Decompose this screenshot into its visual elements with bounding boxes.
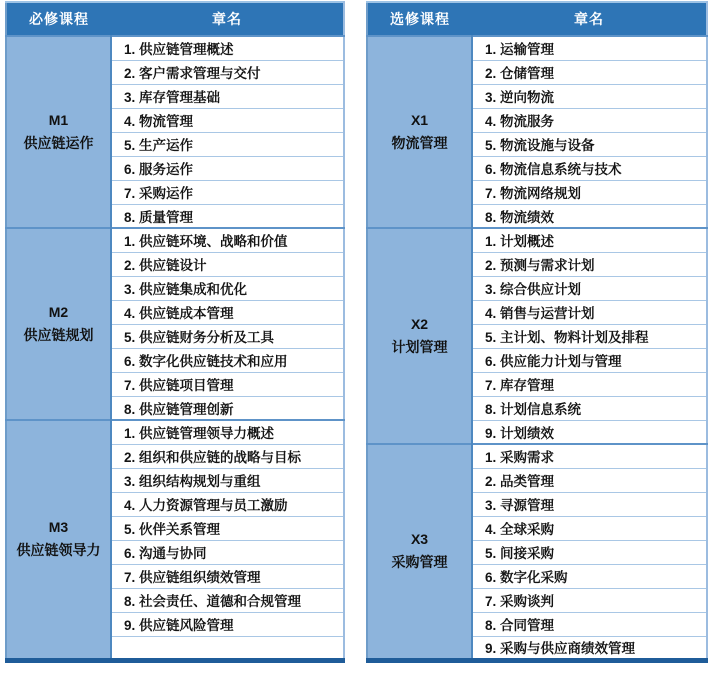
section-code: X2 bbox=[410, 316, 429, 332]
chapter-cell: 3. 寻源管理 bbox=[472, 492, 707, 516]
section-name: 采购管理 bbox=[391, 554, 448, 571]
table-row bbox=[6, 36, 344, 60]
chapter-cell: 7. 供应链项目管理 bbox=[111, 372, 344, 396]
table-row bbox=[6, 228, 344, 252]
chapter-cell: 3. 供应链集成和优化 bbox=[111, 276, 344, 300]
chapter-cell: 8. 供应链管理创新 bbox=[111, 396, 344, 420]
section-code: X1 bbox=[410, 112, 429, 128]
chapter-cell: 6. 服务运作 bbox=[111, 156, 344, 180]
elective-table-header bbox=[367, 2, 707, 36]
chapter-cell: 5. 伙伴关系管理 bbox=[111, 516, 344, 540]
chapter-cell: 2. 供应链设计 bbox=[111, 252, 344, 276]
chapter-cell: 7. 采购谈判 bbox=[472, 588, 707, 612]
chapter-cell: 7. 采购运作 bbox=[111, 180, 344, 204]
chapter-cell: 4. 人力资源管理与员工激励 bbox=[111, 492, 344, 516]
chapter-cell: 5. 供应链财务分析及工具 bbox=[111, 324, 344, 348]
elective-courses-table bbox=[366, 1, 708, 663]
section-cell-x3 bbox=[367, 444, 472, 660]
chapter-cell: 5. 间接采购 bbox=[472, 540, 707, 564]
section-cell-m1 bbox=[6, 36, 111, 228]
chapter-cell: 1. 供应链管理领导力概述 bbox=[111, 420, 344, 444]
section-code: M3 bbox=[48, 519, 69, 536]
chapter-cell: 6. 沟通与协同 bbox=[111, 540, 344, 564]
required-table-header bbox=[6, 2, 344, 36]
chapter-cell: 1. 供应链管理概述 bbox=[111, 36, 344, 60]
chapter-cell: 4. 物流服务 bbox=[472, 108, 707, 132]
chapter-cell: 1. 供应链环境、战略和价值 bbox=[111, 228, 344, 252]
section-cell-x2 bbox=[367, 228, 472, 444]
chapter-cell: 8. 计划信息系统 bbox=[472, 396, 707, 420]
table-row bbox=[367, 228, 707, 252]
chapter-cell: 4. 全球采购 bbox=[472, 516, 707, 540]
chapter-cell: 8. 物流绩效 bbox=[472, 204, 707, 228]
chapter-cell: 2. 品类管理 bbox=[472, 468, 707, 492]
chapter-cell: 4. 销售与运营计划 bbox=[472, 300, 707, 324]
header-cell-chapter-name: 章名 bbox=[111, 2, 344, 36]
header-cell-course-type: 必修课程 bbox=[6, 2, 111, 36]
chapter-cell: 3. 组织结构规划与重组 bbox=[111, 468, 344, 492]
chapter-cell: 9. 采购与供应商绩效管理 bbox=[472, 636, 707, 660]
chapter-cell: 7. 库存管理 bbox=[472, 372, 707, 396]
chapter-cell: 2. 仓储管理 bbox=[472, 60, 707, 84]
chapter-cell: 4. 物流管理 bbox=[111, 108, 344, 132]
chapter-cell: 2. 客户需求管理与交付 bbox=[111, 60, 344, 84]
section-code: X3 bbox=[410, 531, 429, 548]
chapter-cell: 5. 生产运作 bbox=[111, 132, 344, 156]
section-code: M1 bbox=[48, 112, 69, 128]
chapter-cell: 3. 逆向物流 bbox=[472, 84, 707, 108]
header-cell-course-type: 选修课程 bbox=[367, 2, 472, 36]
chapter-cell: 8. 合同管理 bbox=[472, 612, 707, 636]
section-cell-m3 bbox=[6, 420, 111, 660]
chapter-cell: 6. 数字化供应链技术和应用 bbox=[111, 348, 344, 372]
header-row bbox=[6, 2, 344, 36]
chapter-cell-empty bbox=[111, 636, 344, 660]
section-code: M2 bbox=[48, 304, 69, 320]
section-name: 供应链运作 bbox=[23, 135, 94, 151]
header-row bbox=[367, 2, 707, 36]
chapter-cell: 6. 数字化采购 bbox=[472, 564, 707, 588]
chapter-cell: 9. 计划绩效 bbox=[472, 420, 707, 444]
required-courses-table bbox=[5, 1, 345, 663]
chapter-cell: 5. 物流设施与设备 bbox=[472, 132, 707, 156]
chapter-cell: 2. 组织和供应链的战略与目标 bbox=[111, 444, 344, 468]
header-cell-chapter-name: 章名 bbox=[472, 2, 707, 36]
chapter-cell: 1. 采购需求 bbox=[472, 444, 707, 468]
chapter-cell: 5. 主计划、物料计划及排程 bbox=[472, 324, 707, 348]
chapter-cell: 2. 预测与需求计划 bbox=[472, 252, 707, 276]
chapter-cell: 9. 供应链风险管理 bbox=[111, 612, 344, 636]
section-name: 物流管理 bbox=[391, 135, 448, 151]
table-row bbox=[6, 420, 344, 444]
chapter-cell: 6. 物流信息系统与技术 bbox=[472, 156, 707, 180]
chapter-cell: 3. 库存管理基础 bbox=[111, 84, 344, 108]
chapter-cell: 3. 综合供应计划 bbox=[472, 276, 707, 300]
chapter-cell: 6. 供应能力计划与管理 bbox=[472, 348, 707, 372]
section-name: 计划管理 bbox=[391, 339, 448, 355]
chapter-cell: 8. 社会责任、道德和合规管理 bbox=[111, 588, 344, 612]
table-row bbox=[367, 36, 707, 60]
section-cell-m2 bbox=[6, 228, 111, 420]
chapter-cell: 8. 质量管理 bbox=[111, 204, 344, 228]
chapter-cell: 7. 物流网络规划 bbox=[472, 180, 707, 204]
chapter-cell: 1. 运输管理 bbox=[472, 36, 707, 60]
table-row bbox=[367, 444, 707, 468]
section-name: 供应链规划 bbox=[23, 327, 94, 343]
section-name: 供应链领导力 bbox=[16, 542, 101, 559]
chapter-cell: 4. 供应链成本管理 bbox=[111, 300, 344, 324]
chapter-cell: 7. 供应链组织绩效管理 bbox=[111, 564, 344, 588]
chapter-cell: 1. 计划概述 bbox=[472, 228, 707, 252]
section-cell-x1 bbox=[367, 36, 472, 228]
